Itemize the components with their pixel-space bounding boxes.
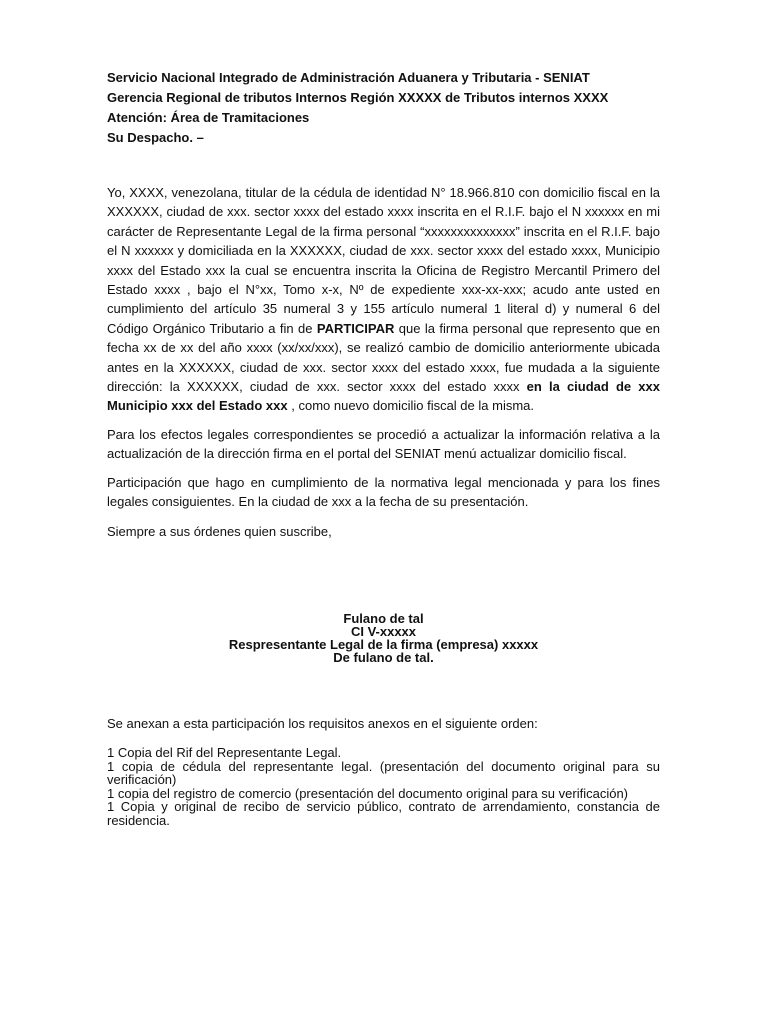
header-department: Gerencia Regional de tributos Internos Región XXXXX de Tributos internos XXXX [107,90,609,105]
annex-item: 1 Copia del Rif del Representante Legal. [107,745,342,760]
annex-intro: Se anexan a esta participación los requisitos anexos en el siguiente orden: [107,716,538,731]
p1-bold-location: en la ciudad de xxx Municipio xxx del Estado xxx [107,379,660,414]
body-paragraph-main [107,183,660,416]
annex-item: 1 copia de cédula del representante legal. (presentación del documento original para su verificación) [107,758,660,787]
signature-role: Respresentante Legal de la firma (empresa) xxxxx [228,637,539,652]
p1-bold-participar: PARTICIPAR [316,320,395,336]
signature-company: De fulano de tal. [333,650,434,665]
letter-body [107,183,660,541]
header-attention: Atención: Área de Tramitaciones [107,110,310,125]
p1-text-b: que la firma personal que represento que en fecha xx de xx del año xxxx (xx/xx/xxx), se realizó cambio de domicilio anteriormente ubicada antes en la XXXXXX, ciudad de xxx. sector xxxx del estado xxxx, fue mudada a la siguiente dirección: la XXXXXX, ciudad de xxx. sector xxxx del estado xxxx [107,320,660,395]
signature-ci: CI V-xxxxx [350,624,417,639]
p1-text-a: Yo, XXXX, venezolana, titular de la cédula de identidad N° 18.966.810 con domicilio fiscal en la XXXXXX, ciudad de xxx. sector xxxx del estado xxxx inscrita en el R.I.F. bajo el N xxxxxx en mi carácter de Representante Legal de la firma personal “xxxxxxxxxxxxxx” inscrita en el R.I.F. bajo el N xxxxxx y domiciliada en la XXXXXX, ciudad de xxx. sector xxxx del estado xxxx, Municipio xxxx del Estado xxx la cual se encuentra inscrita la Oficina de Registro Mercantil Primero del Estado xxxx , bajo el N°xx, Tomo x-x, Nº de expediente xxx-xx-xxx; acudo ante usted en cumplimiento del artículo 35 numeral 3 y 155 artículo numeral 1 literal d) y numeral 6 del Código Orgánico Tributario a fin de [107,185,660,336]
body-paragraph-participation: Participación que hago en cumplimiento de la normativa legal mencionada y para los fines legales consiguientes. En la ciudad de xxx a la fecha de su presentación. [107,474,660,510]
annex-item: 1 copia del registro de comercio (presentación del documento original para su verificación) [107,785,628,801]
annex-item: 1 Copia y original de recibo de servicio público, contrato de arrendamiento, constancia de residencia. [107,799,660,828]
header-recipient: Servicio Nacional Integrado de Administración Aduanera y Tributaria - SENIAT [107,70,590,85]
annex-list [107,746,660,827]
body-paragraph-closing: Siempre a sus órdenes quien suscribe, [107,523,332,539]
p1-text-c: , como nuevo domicilio fiscal de la misma. [287,398,534,414]
header-salutation: Su Despacho. – [107,130,204,145]
body-paragraph-effects: Para los efectos legales correspondientes se procedió a actualizar la información relativa a la actualización de la dirección firma en el portal del SENIAT menú actualizar domicilio fiscal. [107,426,660,462]
signature-block [107,612,660,664]
signature-name: Fulano de tal [343,611,424,626]
letter-header [107,68,667,148]
